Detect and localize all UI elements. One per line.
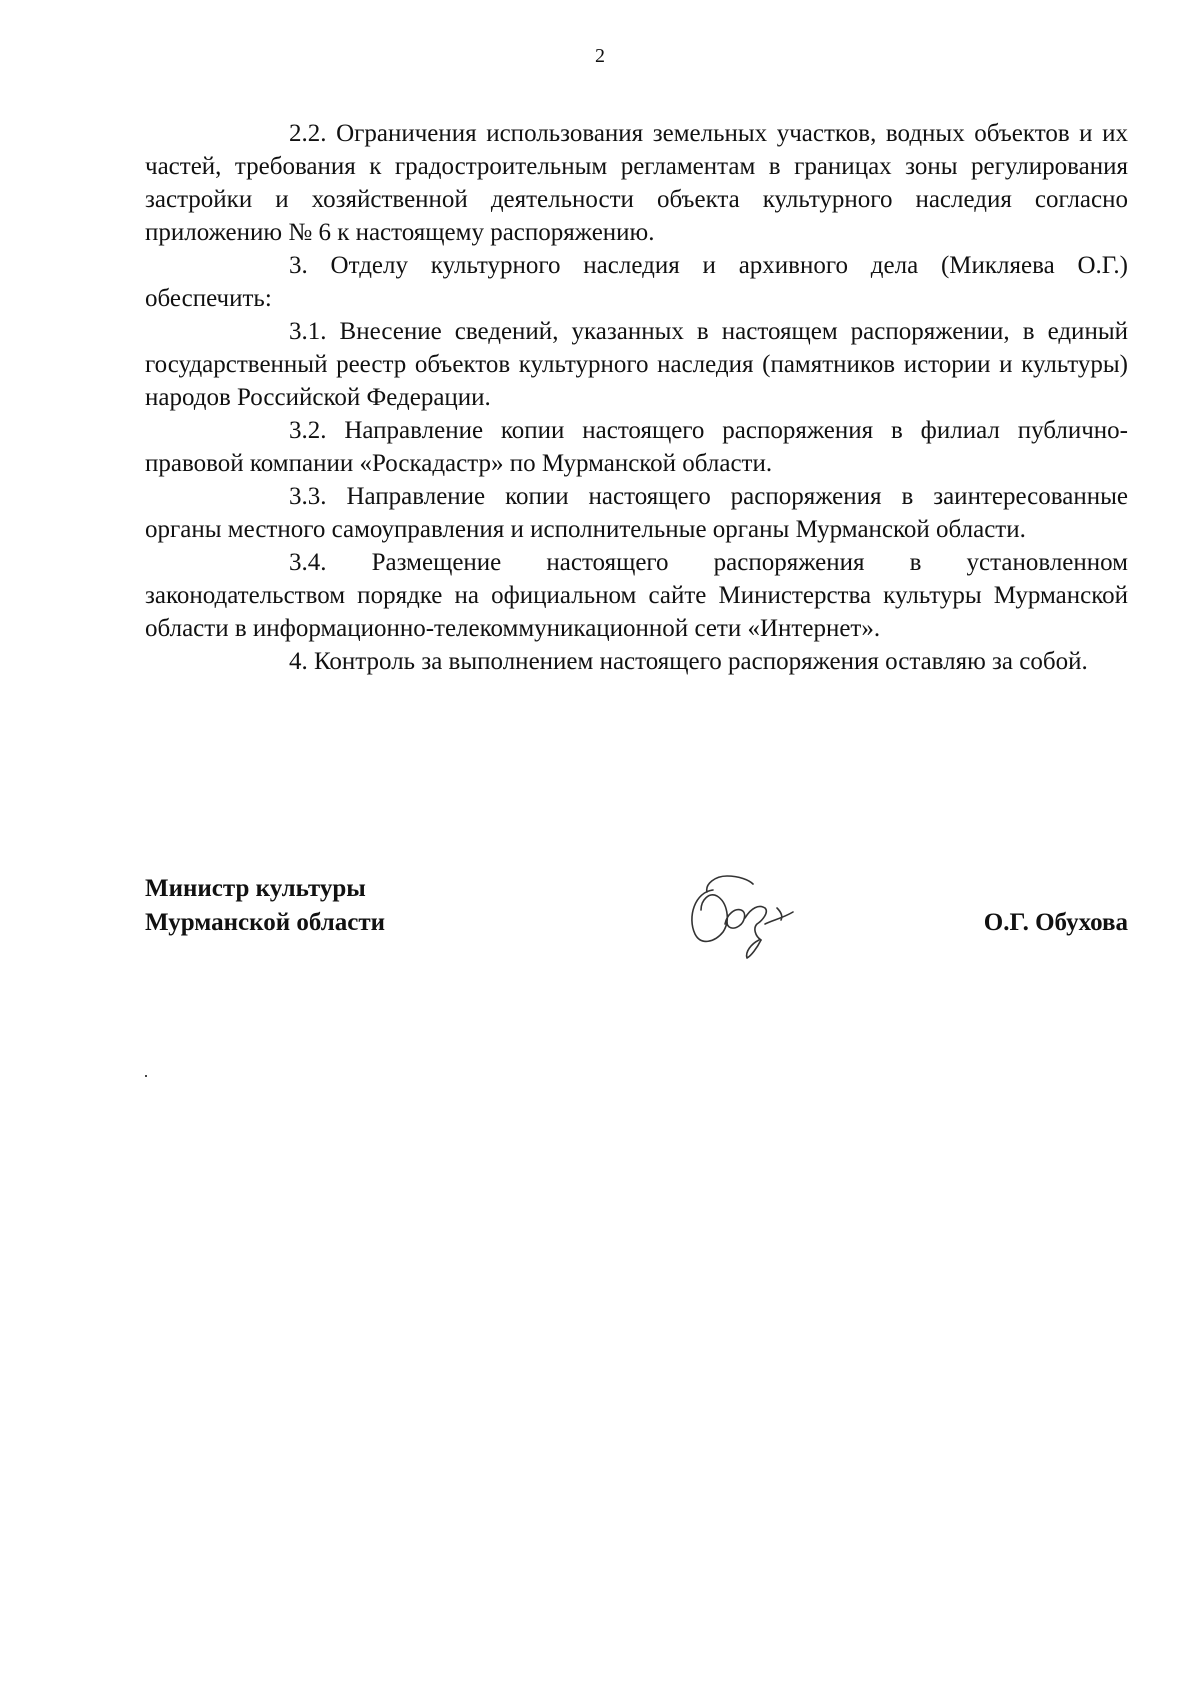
signer-position-line-1: Министр культуры — [145, 875, 366, 902]
paragraph-4 — [145, 645, 1128, 678]
handwritten-signature — [665, 862, 815, 962]
paragraph-number: 3.4. — [289, 549, 327, 576]
paragraph-3 — [145, 249, 1128, 315]
paragraph-3-1 — [145, 315, 1128, 414]
paragraph-number: 4. — [289, 648, 308, 675]
signer-name: О.Г. Обухова — [983, 909, 1128, 936]
paragraph-2-2 — [145, 117, 1128, 249]
paragraph-text: Направление копии настоящего распоряжения в заинтересованные органы местного самоуправления и исполнительные органы Мурманской области. — [145, 483, 1129, 543]
page-number: 2 — [595, 45, 605, 67]
paragraph-3-3 — [145, 480, 1128, 546]
paragraph-text: Размещение настоящего распоряжения в установленном законодательством порядке на официальном сайте Министерства культуры Мурманской области в информационно-телекоммуникационной сети «Интернет». — [145, 549, 1129, 642]
document-body — [145, 117, 1128, 678]
paragraph-text: Внесение сведений, указанных в настоящем распоряжении, в единый государственный реестр объектов культурного наследия (памятников истории и культуры) народов Российской Федерации. — [145, 318, 1128, 411]
signer-position-line-2: Мурманской области — [145, 909, 386, 936]
paragraph-number: 3.1. — [289, 318, 327, 345]
paragraph-number: 3.2. — [289, 417, 327, 444]
paragraph-text: Ограничения использования земельных участков, водных объектов и их частей, требования к градостроительным регламентам в границах зоны регулирования застройки и хозяйственной деятельности объекта культурного наследия согласно приложению № 6 к настоящему распоряжению. — [145, 120, 1128, 246]
paragraph-3-4 — [145, 546, 1128, 645]
paragraph-text: Отделу культурного наследия и архивного дела (Микляева О.Г.) обеспечить: — [145, 252, 1128, 312]
paragraph-text: Направление копии настоящего распоряжения в филиал публично-правовой компании «Роскадастр» по Мурманской области. — [145, 417, 1128, 477]
signer-position — [145, 872, 385, 940]
paragraph-text: Контроль за выполнением настоящего распоряжения оставляю за собой. — [314, 648, 1088, 675]
scan-speck — [145, 1075, 147, 1077]
paragraph-number: 3. — [289, 252, 308, 279]
signature-block — [145, 872, 1128, 982]
paragraph-number: 3.3. — [289, 483, 327, 510]
paragraph-3-2 — [145, 414, 1128, 480]
paragraph-number: 2.2. — [289, 120, 327, 147]
